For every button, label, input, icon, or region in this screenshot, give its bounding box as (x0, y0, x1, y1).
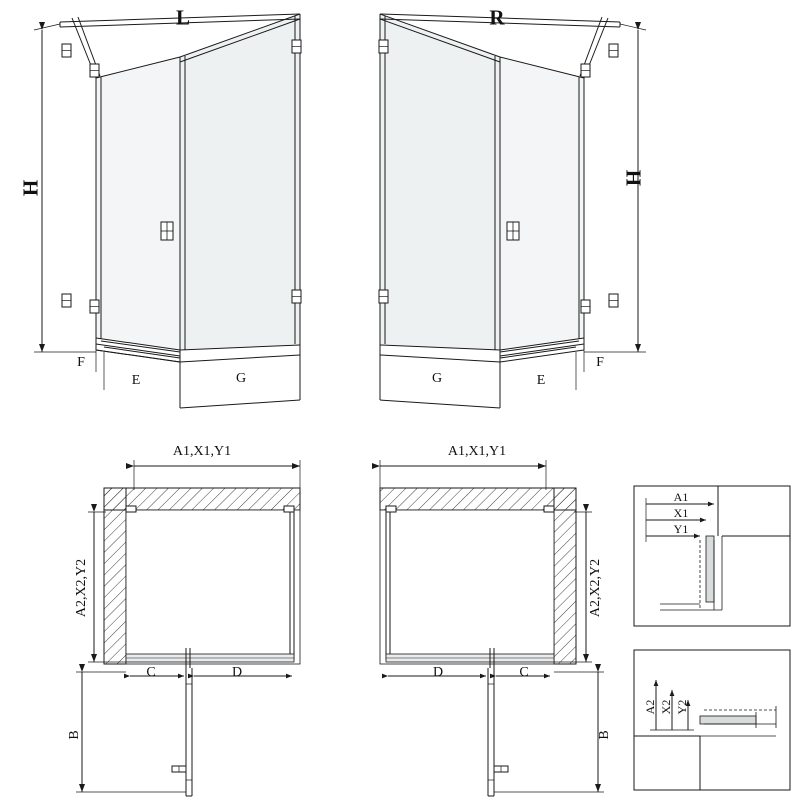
label-left-handing: L (175, 5, 191, 30)
right-iso-handle (507, 222, 519, 240)
label-detail-top-y1: Y1 (673, 522, 689, 536)
label-detail-bottom-x2: X2 (659, 699, 673, 715)
label-left-plan-side-dim: A2,X2,Y2 (74, 558, 89, 618)
label-right-panel-f: F (596, 355, 604, 370)
label-detail-bottom-a2: A2 (643, 699, 657, 715)
label-left-plan-dim-d: D (231, 665, 243, 680)
detail-bottom-geometry (634, 650, 790, 790)
left-iso-geometry (34, 14, 301, 408)
left-plan-geometry (76, 460, 300, 796)
detail-top-geometry (634, 486, 790, 626)
label-left-plan-top-dim: A1,X1,Y1 (172, 444, 232, 459)
label-left-plan-dim-c: C (146, 665, 156, 680)
label-right-plan-side-dim: A2,X2,Y2 (588, 558, 603, 618)
label-right-plan-dim-d: D (432, 665, 444, 680)
label-detail-top-x1: X1 (673, 506, 689, 520)
label-detail-bottom-y2: Y2 (675, 699, 689, 715)
label-right-plan-top-dim: A1,X1,Y1 (447, 444, 507, 459)
label-detail-top-a1: A1 (673, 490, 689, 504)
label-left-panel-g: G (235, 371, 247, 386)
label-left-panel-f: F (77, 355, 85, 370)
label-right-panel-e: E (536, 373, 546, 388)
label-right-handing: R (489, 5, 505, 30)
label-left-height: H (18, 179, 43, 197)
label-right-plan-dim-c: C (519, 665, 529, 680)
label-right-plan-dim-b: B (597, 730, 612, 740)
right-plan-geometry (380, 460, 604, 796)
label-left-plan-dim-b: B (67, 730, 82, 740)
right-iso-geometry (379, 14, 646, 408)
label-left-panel-e: E (131, 373, 141, 388)
left-iso-handle (161, 222, 173, 240)
label-right-panel-g: G (431, 371, 443, 386)
label-right-height: H (621, 169, 646, 187)
